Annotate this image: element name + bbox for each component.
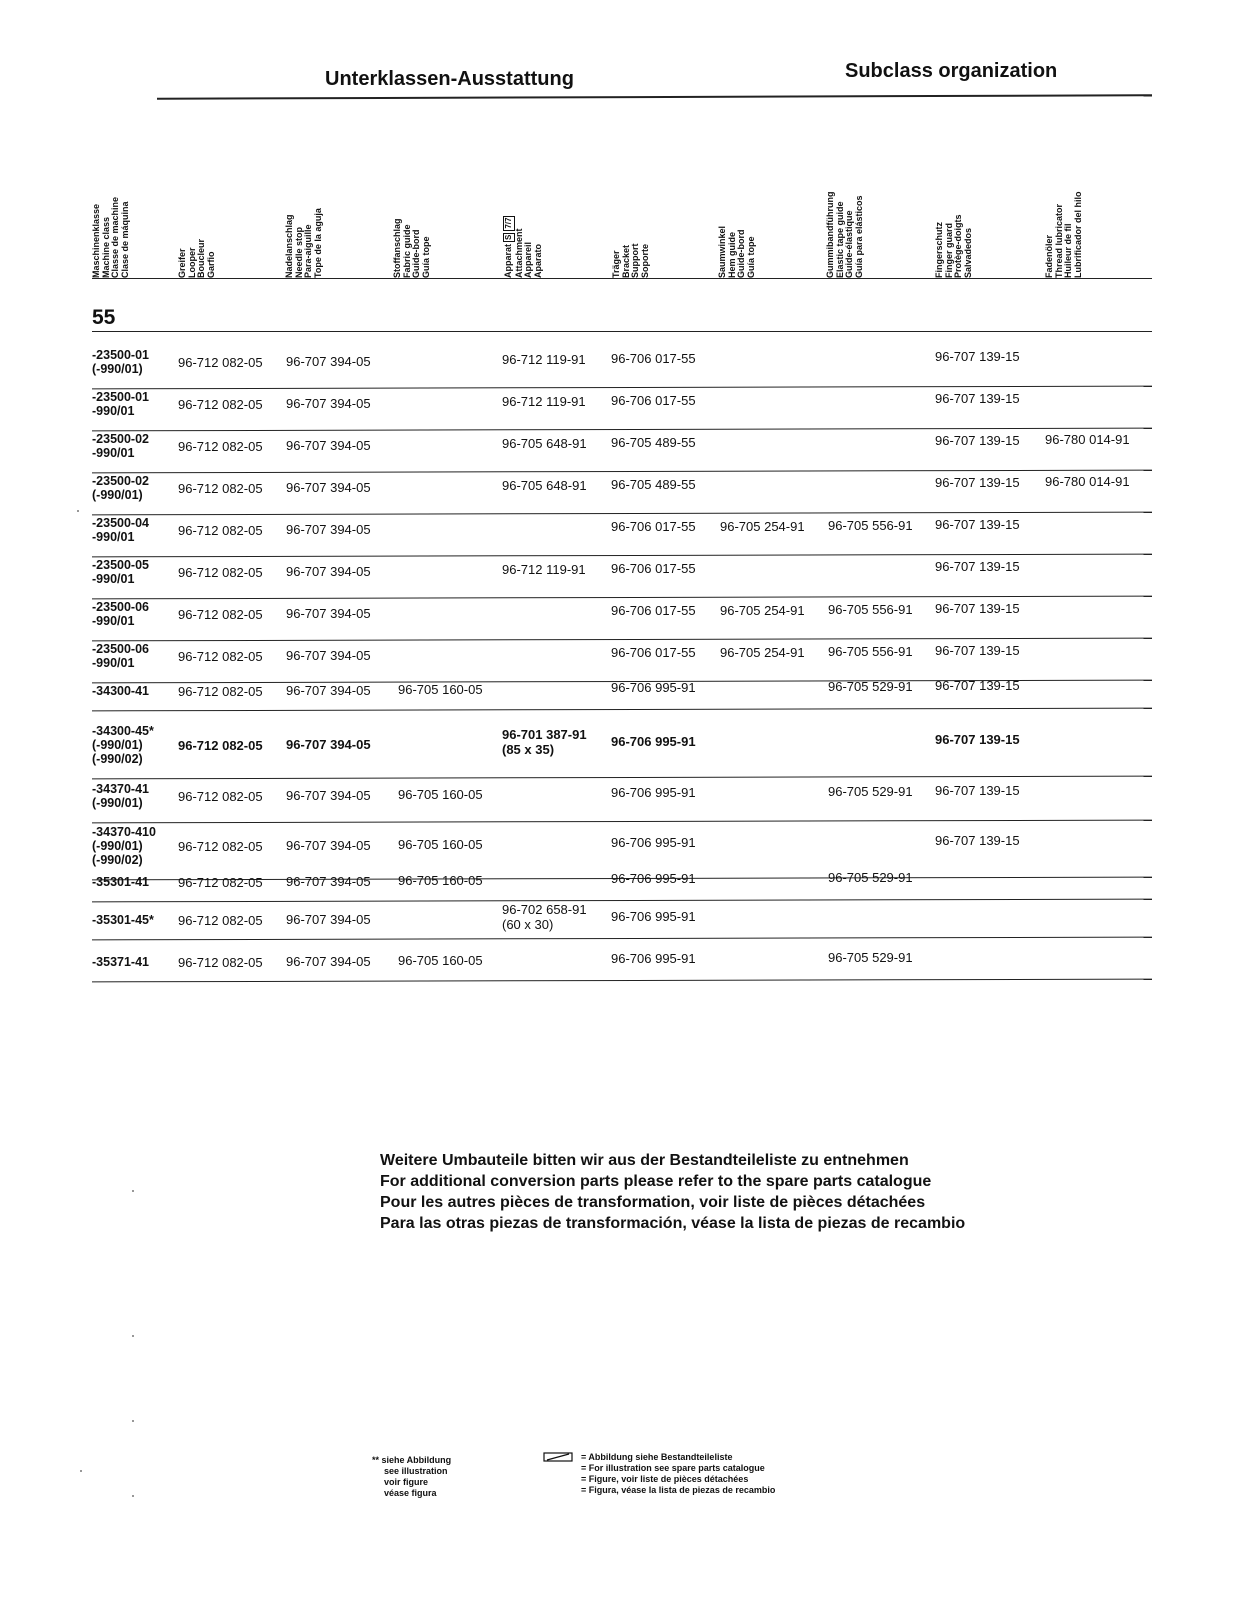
part-number-cell: 96-712 082-05 — [178, 523, 263, 538]
machine-class-line: -990/01 — [92, 404, 135, 418]
column-header-line: Aparato — [532, 243, 543, 278]
column-header-line: Guía tope — [745, 236, 756, 278]
reference-box: S — [504, 234, 513, 240]
part-number-cell — [502, 902, 587, 932]
legend-illustration-line: ** siehe Abbildung — [372, 1455, 452, 1465]
part-number-cell: 96-712 119-91 — [502, 352, 586, 368]
part-number-cell: 96-705 489-55 — [611, 435, 696, 451]
part-number-cell: 96-712 082-05 — [178, 565, 263, 580]
machine-class-cell — [92, 558, 149, 586]
part-number-line: 96-702 658-91 — [502, 902, 587, 918]
column-header-line — [503, 216, 515, 278]
machine-class-cell — [92, 516, 149, 544]
scan-speck — [132, 1335, 134, 1337]
machine-class-line: -35301-45* — [92, 913, 154, 927]
column-header — [934, 78, 973, 278]
machine-class-cell — [92, 642, 149, 670]
column-header-line: Fadenöler — [1044, 234, 1054, 278]
part-number-cell: 96-707 394-05 — [286, 874, 371, 890]
row-rule — [92, 708, 1152, 712]
column-header-line: Support — [630, 243, 640, 278]
row-rule — [92, 596, 1152, 600]
row-rule — [92, 386, 1152, 390]
column-header-line: Protège-doigts — [953, 214, 963, 278]
scan-speck — [132, 1420, 134, 1422]
column-header-line: Attachment — [513, 228, 524, 278]
part-number-cell: 96-707 394-05 — [286, 396, 371, 412]
part-number-cell: 96-707 394-05 — [286, 354, 371, 370]
note-line-english: For additional conversion parts please refer to the spare parts catalogue — [380, 1173, 932, 1190]
part-number-cell: 96-707 139-15 — [935, 782, 1020, 798]
row-rule — [92, 554, 1152, 558]
part-number-cell: 96-707 394-05 — [286, 648, 371, 664]
machine-class-cell — [92, 913, 154, 927]
row-rule — [92, 899, 1152, 903]
machine-class-line: (-990/01) — [92, 738, 143, 752]
page-title-english: Subclass organization — [845, 60, 1058, 82]
part-number-cell: 96-706 995-91 — [611, 951, 696, 967]
column-header-line: Appareil — [523, 241, 533, 278]
part-number-cell: 96-705 648-91 — [502, 436, 587, 452]
part-number-cell: 96-705 529-91 — [828, 783, 913, 799]
column-header — [825, 78, 864, 278]
machine-class-line: -34300-41 — [92, 684, 149, 698]
column-header-line: Needle stop — [293, 226, 304, 278]
machine-class-line: -23500-06 — [92, 600, 149, 614]
part-number-cell: 96-712 082-05 — [178, 607, 263, 622]
machine-class-line: (-990/01) — [92, 488, 143, 502]
machine-class-cell — [92, 600, 149, 628]
column-header — [503, 78, 543, 278]
part-number-cell: 96-706 017-55 — [611, 519, 696, 535]
part-number-cell — [502, 727, 587, 757]
column-header — [392, 78, 431, 278]
legend-catalogue-line: = For illustration see spare parts catalogue — [581, 1463, 765, 1473]
column-header-line: Soporte — [639, 243, 650, 278]
legend-catalogue-line: = Figura, véase la lista de piezas de recambio — [581, 1485, 776, 1495]
machine-class-line: -23500-02 — [92, 432, 149, 446]
part-number-line: (85 x 35) — [502, 742, 555, 758]
part-number-cell: 96-706 017-55 — [611, 393, 696, 409]
machine-class-line: -990/01 — [92, 614, 135, 628]
part-number-cell: 96-707 139-15 — [935, 731, 1020, 747]
part-number-cell: 96-707 139-15 — [935, 474, 1020, 490]
scan-speck — [132, 1495, 134, 1497]
machine-class-group-label: 55 — [92, 306, 116, 329]
machine-class-line: -35371-41 — [92, 955, 149, 969]
column-header-line: Huileur de fil — [1063, 223, 1073, 278]
part-number-cell: 96-707 139-15 — [935, 432, 1020, 448]
column-header-line: Looper — [186, 247, 197, 278]
machine-class-cell — [92, 825, 156, 867]
part-number-cell: 96-705 160-05 — [398, 873, 483, 889]
part-number-cell: 96-705 529-91 — [828, 949, 913, 965]
part-number-cell: 96-780 014-91 — [1045, 431, 1130, 447]
part-number-cell: 96-712 082-05 — [178, 875, 263, 890]
column-header-line: Machine class — [100, 216, 111, 278]
part-number-cell: 96-707 394-05 — [286, 912, 371, 928]
note-line-german: Weitere Umbauteile bitten wir aus der Bestandteileliste zu entnehmen — [380, 1152, 909, 1169]
part-number-cell: 96-712 119-91 — [502, 394, 586, 410]
reference-box: 7/7 — [504, 217, 513, 229]
part-number-cell: 96-705 254-91 — [720, 518, 805, 534]
column-header-line: Maschinenklasse — [91, 203, 101, 278]
legend-illustration-line: véase figura — [384, 1488, 437, 1498]
part-number-cell: 96-706 017-55 — [611, 351, 696, 367]
machine-class-cell — [92, 875, 149, 889]
machine-class-line: (-990/01) — [92, 839, 143, 853]
part-number-cell: 96-707 139-15 — [935, 832, 1020, 848]
legend-illustration-line: see illustration — [384, 1466, 448, 1476]
note-line-spanish: Para las otras piezas de transformación, véase la lista de piezas de recambio — [380, 1215, 966, 1232]
part-number-cell: 96-707 139-15 — [935, 348, 1020, 364]
part-number-cell: 96-706 995-91 — [611, 734, 696, 750]
part-number-cell: 96-706 017-55 — [611, 561, 696, 577]
part-number-cell: 96-712 082-05 — [178, 397, 263, 412]
part-number-cell: 96-705 556-91 — [828, 601, 913, 617]
part-number-cell: 96-706 995-91 — [611, 909, 696, 925]
part-number-cell: 96-707 394-05 — [286, 480, 371, 496]
part-number-cell: 96-707 394-05 — [286, 683, 371, 699]
column-header-line: Fabric guide — [401, 224, 412, 278]
row-rule — [92, 776, 1152, 780]
machine-class-line: -990/01 — [92, 530, 135, 544]
column-header-line: Salvadedos — [962, 227, 973, 278]
part-number-cell: 96-712 082-05 — [178, 439, 263, 454]
header-rule — [157, 94, 1152, 99]
part-number-cell: 96-706 995-91 — [611, 835, 696, 851]
part-number-cell: 96-705 160-05 — [398, 953, 483, 969]
machine-class-cell — [92, 474, 149, 502]
row-rule — [92, 470, 1152, 474]
part-number-cell: 96-707 394-05 — [286, 522, 371, 538]
column-header — [177, 78, 216, 278]
part-number-cell: 96-705 489-55 — [611, 477, 696, 493]
part-number-cell: 96-707 139-15 — [935, 558, 1020, 574]
machine-class-line: (-990/01) — [92, 362, 143, 376]
part-number-cell: 96-707 394-05 — [286, 838, 371, 854]
column-header-line: Thread lubricator — [1053, 203, 1064, 278]
column-header-line: Stoffanschlag — [392, 218, 402, 278]
machine-class-line: -34370-41 — [92, 782, 149, 796]
legend-illustration-line: voir figure — [384, 1477, 429, 1487]
machine-class-line: -35301-41 — [92, 875, 149, 889]
part-number-cell: 96-706 995-91 — [611, 871, 696, 887]
column-header-line: Guide-bord — [736, 229, 746, 278]
row-rule — [92, 979, 1152, 983]
part-number-cell: 96-707 139-15 — [935, 516, 1020, 532]
part-number-cell: 96-706 017-55 — [611, 603, 696, 619]
legend-catalogue-line: = Abbildung siehe Bestandteileliste — [581, 1452, 733, 1462]
machine-class-line: -990/01 — [92, 656, 135, 670]
column-header-line: Finger guard — [943, 222, 954, 278]
part-number-line: 96-701 387-91 — [502, 727, 587, 743]
column-header-line: Fingerschutz — [934, 221, 944, 278]
part-number-cell: 96-705 648-91 — [502, 478, 587, 494]
page-title-german: Unterklassen-Ausstattung — [325, 68, 574, 90]
column-header-line: Clase de máquina — [119, 201, 130, 278]
part-number-cell: 96-707 139-15 — [935, 642, 1020, 658]
column-header-line: Para-aiguille — [303, 224, 313, 278]
column-header — [284, 78, 323, 278]
part-number-cell: 96-712 082-05 — [178, 955, 263, 970]
part-number-cell: 96-707 139-15 — [935, 390, 1020, 406]
column-header-line: Guía tope — [420, 236, 431, 278]
legend-catalogue-line: = Figure, voir liste de pièces détachées — [581, 1474, 749, 1484]
part-number-cell: 96-712 082-05 — [178, 649, 263, 664]
part-number-cell: 96-707 394-05 — [286, 564, 371, 580]
part-number-cell: 96-707 394-05 — [286, 954, 371, 970]
part-number-cell: 96-707 139-15 — [935, 677, 1020, 693]
machine-class-cell — [92, 782, 149, 810]
conversion-parts-note — [380, 1150, 965, 1234]
part-number-cell: 96-705 254-91 — [720, 602, 805, 618]
catalogue-reference-icon — [543, 1452, 573, 1462]
column-header-line: Tope de la aguja — [312, 208, 323, 278]
column-header-line: Guide-élastique — [844, 210, 854, 278]
part-number-cell: 96-712 082-05 — [178, 684, 263, 699]
row-rule — [92, 428, 1152, 432]
row-rule — [92, 937, 1152, 941]
column-header-line: Boucleur — [196, 238, 206, 278]
row-rule — [92, 638, 1152, 642]
machine-class-line: -23500-04 — [92, 516, 149, 530]
machine-class-cell — [92, 684, 149, 698]
catalogue-legend — [543, 1452, 775, 1496]
machine-class-line: -23500-01 — [92, 348, 149, 362]
part-number-cell: 96-705 556-91 — [828, 517, 913, 533]
part-number-cell: 96-707 394-05 — [286, 438, 371, 454]
part-number-cell: 96-712 119-91 — [502, 562, 586, 578]
part-number-cell: 96-705 160-05 — [398, 837, 483, 853]
machine-class-line: -990/01 — [92, 446, 135, 460]
column-header-line: Guía para elásticos — [853, 195, 864, 278]
part-number-cell: 96-707 139-15 — [935, 600, 1020, 616]
note-line-french: Pour les autres pièces de transformation, voir liste de pièces détachées — [380, 1194, 926, 1211]
column-header-line: Bracket — [620, 244, 631, 278]
part-number-cell: 96-712 082-05 — [178, 913, 263, 928]
part-number-cell: 96-712 082-05 — [178, 839, 263, 854]
machine-class-cell — [92, 390, 149, 418]
part-number-line: (60 x 30) — [502, 917, 554, 933]
part-number-cell: 96-707 394-05 — [286, 788, 371, 804]
machine-class-line: -23500-06 — [92, 642, 149, 656]
part-number-cell: 96-712 082-05 — [178, 738, 263, 753]
column-header — [717, 78, 756, 278]
illustration-legend — [372, 1455, 451, 1499]
group-rule — [92, 331, 1152, 332]
column-header-line: Nadelanschlag — [284, 214, 294, 278]
part-number-cell: 96-706 995-91 — [611, 680, 696, 696]
part-number-cell: 96-705 254-91 — [720, 644, 805, 660]
machine-class-line: (-990/02) — [92, 752, 143, 766]
column-header-line: Classe de machine — [110, 196, 120, 278]
column-header — [611, 78, 650, 278]
part-number-cell: 96-705 160-05 — [398, 787, 483, 803]
part-number-cell: 96-706 017-55 — [611, 645, 696, 661]
column-header-line: Garfio — [205, 251, 216, 278]
scan-speck — [132, 1190, 134, 1192]
part-number-cell: 96-712 082-05 — [178, 789, 263, 804]
machine-class-line: -34370-410 — [92, 825, 156, 839]
part-number-cell: 96-780 014-91 — [1045, 473, 1130, 489]
part-number-cell: 96-712 082-05 — [178, 481, 263, 496]
machine-class-line: (-990/01) — [92, 796, 143, 810]
machine-class-cell — [92, 348, 149, 376]
part-number-cell: 96-707 394-05 — [286, 606, 371, 622]
machine-class-cell — [92, 955, 149, 969]
column-header — [91, 78, 130, 278]
column-header-line: Elastic tape guide — [834, 201, 845, 278]
part-number-cell: 96-706 995-91 — [611, 785, 696, 801]
machine-class-line: -23500-05 — [92, 558, 149, 572]
part-number-cell: 96-712 082-05 — [178, 355, 263, 370]
column-header-line: Träger — [611, 250, 621, 278]
column-header — [1044, 78, 1083, 278]
machine-class-line: -34300-45* — [92, 724, 154, 738]
machine-class-line: -990/01 — [92, 572, 135, 586]
column-header-rule — [92, 278, 1152, 279]
part-number-cell: 96-705 160-05 — [398, 682, 483, 698]
machine-class-line: (-990/02) — [92, 853, 143, 867]
machine-class-cell — [92, 724, 154, 766]
scan-speck — [80, 1470, 82, 1472]
machine-class-line: -23500-02 — [92, 474, 149, 488]
part-number-cell: 96-705 529-91 — [828, 678, 913, 694]
row-rule — [92, 512, 1152, 516]
row-rule — [92, 820, 1152, 824]
part-number-cell: 96-705 556-91 — [828, 643, 913, 659]
column-header-line: Gummibandführung — [825, 191, 835, 278]
column-header-text: Apparat — [503, 243, 513, 278]
part-number-cell: 96-707 394-05 — [286, 737, 371, 753]
part-number-cell: 96-705 529-91 — [828, 869, 913, 885]
column-header-line: Lubrificador del hilo — [1072, 191, 1083, 278]
column-header-line: Guide-bord — [411, 229, 421, 278]
machine-class-line: -23500-01 — [92, 390, 149, 404]
machine-class-cell — [92, 432, 149, 460]
column-header-line: Hem guide — [726, 231, 737, 278]
column-header-line: Greifer — [177, 248, 187, 278]
column-header-line: Saumwinkel — [717, 225, 727, 278]
scan-speck — [77, 510, 79, 512]
